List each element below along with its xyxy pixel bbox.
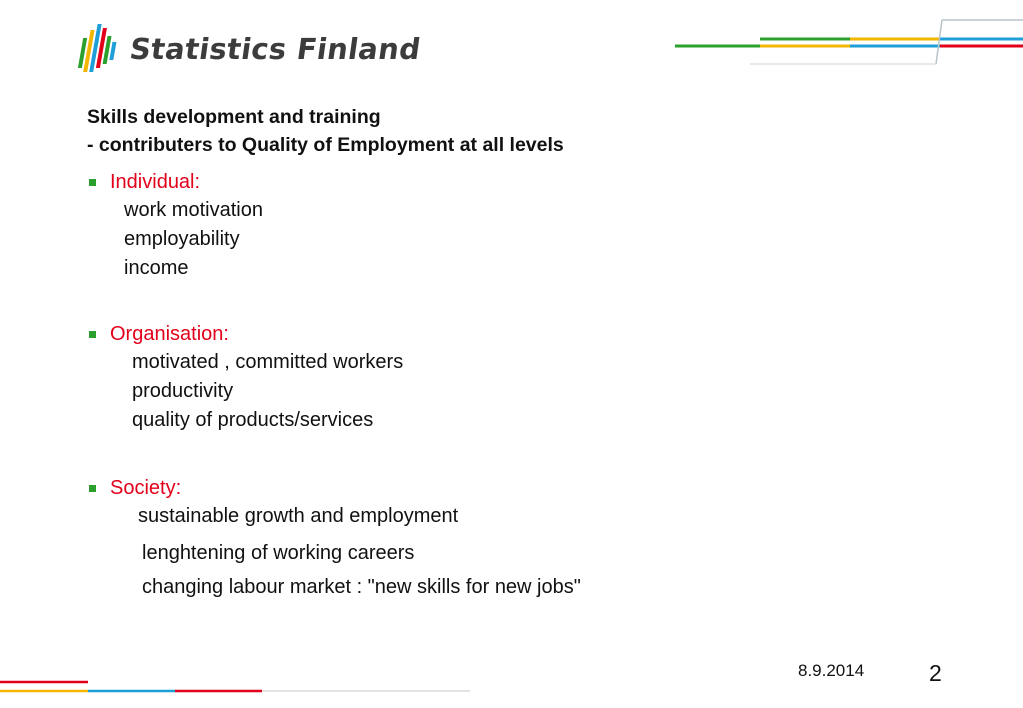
slide-date: 8.9.2014 — [798, 661, 865, 680]
header-decoration — [660, 14, 1023, 74]
slide-title — [87, 103, 564, 159]
title-line-1: Skills development and training — [87, 106, 381, 128]
stripes-logo-icon — [78, 22, 124, 78]
bullet-icon — [89, 179, 96, 186]
list-item: changing labour market : "new skills for new jobs" — [142, 576, 581, 598]
list-item: sustainable growth and employment — [138, 505, 459, 527]
section-label: Organisation: — [110, 323, 229, 345]
page-number: 2 — [929, 660, 942, 686]
footer-decoration — [0, 670, 470, 700]
list-item: work motivation — [124, 199, 263, 221]
list-item: productivity — [132, 380, 234, 402]
list-item: income — [124, 257, 189, 279]
section-label: Society: — [110, 477, 182, 499]
bullet-icon — [89, 331, 96, 338]
list-item: motivated , committed workers — [132, 351, 404, 373]
statistics-finland-logo — [78, 22, 423, 78]
section-individual — [87, 168, 263, 283]
title-line-2: - contributers to Quality of Employment at all levels — [87, 134, 564, 156]
section-organisation — [87, 320, 403, 435]
section-society — [87, 474, 581, 604]
list-item: lenghtening of working careers — [142, 542, 415, 564]
bullet-icon — [89, 485, 96, 492]
logo-wordmark: Statistics Finland — [127, 32, 423, 66]
section-label: Individual: — [110, 171, 201, 193]
list-item: quality of products/services — [132, 409, 374, 431]
list-item: employability — [124, 228, 240, 250]
